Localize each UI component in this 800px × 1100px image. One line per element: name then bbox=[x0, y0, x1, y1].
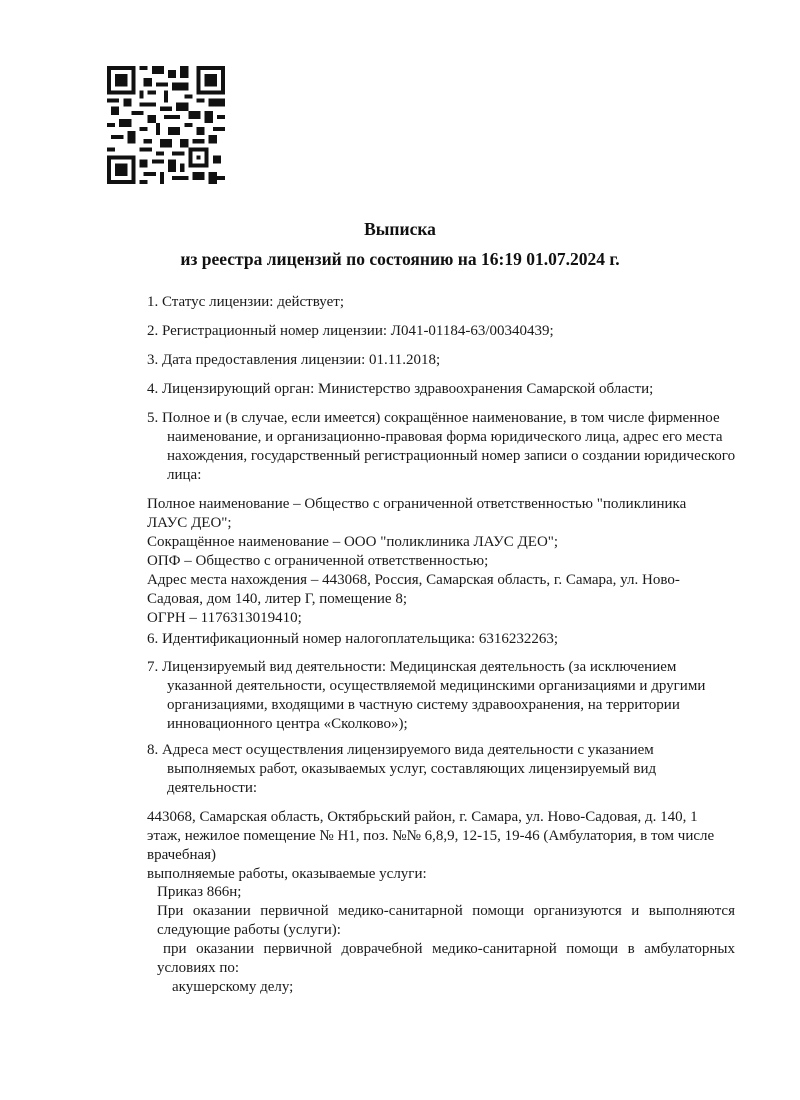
item5-heading: 5. Полное и (в случае, если имеется) сокращённое наименование, в том числе фирменное наименование, и организационно-правовая форма юридического лица, адрес его места нахождения, государственный регистрационный номер записи о создании юридического лица: bbox=[147, 410, 736, 483]
org-full-name-line2: ЛАУС ДЕО"; bbox=[147, 515, 232, 531]
licensed-activity: 7. Лицензируемый вид деятельности: Медицинская деятельность (за исключением указанной деятельности, осуществляемой медицинскими организациями и другими организациями, входящими в частную систему здравоохранения, на территории инновационного центра «Сколково»); bbox=[147, 659, 706, 732]
site-address-line3: врачебная) bbox=[147, 847, 217, 863]
org-full-name-line1: Полное наименование – Общество с ограниченной ответственностью "поликлиника bbox=[147, 496, 687, 512]
document-subtitle: из реестра лицензий по состоянию на 16:19 01.07.2024 г. bbox=[180, 249, 620, 269]
qr-code-icon bbox=[107, 66, 225, 184]
licensing-authority: 4. Лицензирующий орган: Министерство здравоохранения Самарской области; bbox=[147, 381, 654, 397]
order-866n: Приказ 866н; bbox=[157, 884, 242, 900]
pre-doctor-care: при оказании первичной доврачебной медико-санитарной помощи в амбулаторных условиях по: bbox=[157, 941, 735, 976]
license-issue-date: 3. Дата предоставления лицензии: 01.11.2018; bbox=[147, 352, 441, 368]
taxpayer-id: 6. Идентификационный номер налогоплательщика: 6316232263; bbox=[147, 631, 559, 647]
site-address-line1: 443068, Самарская область, Октябрьский район, г. Самара, ул. Ново-Садовая, д. 140, 1 bbox=[147, 809, 698, 825]
org-address-line1: Адрес места нахождения – 443068, Россия, Самарская область, г. Самара, ул. Ново- bbox=[147, 572, 680, 588]
org-opf: ОПФ – Общество с ограниченной ответственностью; bbox=[147, 553, 489, 569]
primary-care-works: При оказании первичной медико-санитарной помощи организуются и выполняются следующие работы (услуги): bbox=[157, 903, 735, 938]
obstetrics-service: акушерскому делу; bbox=[172, 979, 294, 995]
activity-site bbox=[147, 808, 747, 884]
org-short-name: Сокращённое наименование – ООО "поликлиника ЛАУС ДЕО"; bbox=[147, 534, 559, 550]
org-ogrn: ОГРН – 1176313019410; bbox=[147, 610, 302, 626]
item8-heading: 8. Адреса мест осуществления лицензируемого вида деятельности с указанием выполняемых работ, оказываемых услуг, составляющих лицензируемый вид деятельности: bbox=[147, 742, 657, 796]
works-label: выполняемые работы, оказываемые услуги: bbox=[147, 866, 427, 882]
license-reg-number: 2. Регистрационный номер лицензии: Л041-01184-63/00340439; bbox=[147, 323, 554, 339]
document-title: Выписка bbox=[364, 219, 436, 239]
site-address-line2: этаж, нежилое помещение № Н1, поз. №№ 6,8,9, 12-15, 19-46 (Амбулатория, в том числе bbox=[147, 828, 715, 844]
org-address-line2: Садовая, дом 140, литер Г, помещение 8; bbox=[147, 591, 408, 607]
license-status: 1. Статус лицензии: действует; bbox=[147, 294, 344, 310]
organization-details bbox=[147, 495, 747, 628]
